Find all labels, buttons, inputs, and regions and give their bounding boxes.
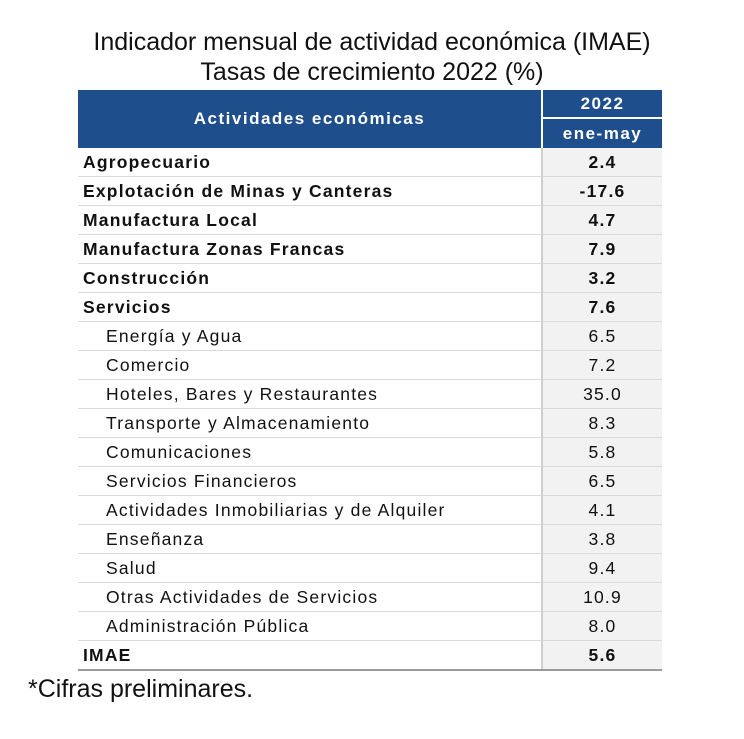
row-value: 8.0	[542, 612, 662, 641]
row-label: Actividades Inmobiliarias y de Alquiler	[78, 496, 542, 525]
header-year: 2022	[542, 90, 662, 118]
table-header	[78, 90, 662, 148]
row-label: Energía y Agua	[78, 322, 542, 351]
table-row	[78, 322, 662, 351]
table-row	[78, 467, 662, 496]
table-row	[78, 351, 662, 380]
row-value: 8.3	[542, 409, 662, 438]
row-label: Salud	[78, 554, 542, 583]
growth-table	[78, 90, 662, 671]
table-row	[78, 409, 662, 438]
row-value: 4.1	[542, 496, 662, 525]
row-value: 7.6	[542, 293, 662, 322]
growth-table-container	[78, 90, 662, 671]
table-row	[78, 612, 662, 641]
row-label: Construcción	[78, 264, 542, 293]
row-value: -17.6	[542, 177, 662, 206]
table-row	[78, 380, 662, 409]
row-value: 6.5	[542, 467, 662, 496]
row-value: 9.4	[542, 554, 662, 583]
row-value: 3.8	[542, 525, 662, 554]
table-row	[78, 438, 662, 467]
table-row-total	[78, 641, 662, 671]
row-value: 2.4	[542, 148, 662, 177]
table-row	[78, 177, 662, 206]
row-label: Explotación de Minas y Canteras	[78, 177, 542, 206]
row-value: 4.7	[542, 206, 662, 235]
row-value: 7.9	[542, 235, 662, 264]
row-label: Otras Actividades de Servicios	[78, 583, 542, 612]
row-label: Manufactura Zonas Francas	[78, 235, 542, 264]
page-subtitle: Tasas de crecimiento 2022 (%)	[200, 58, 544, 86]
header-activities: Actividades económicas	[78, 90, 542, 148]
table-row	[78, 235, 662, 264]
row-value: 6.5	[542, 322, 662, 351]
table-row	[78, 554, 662, 583]
header-period: ene-may	[542, 118, 662, 148]
table-row	[78, 583, 662, 612]
row-label: Transporte y Almacenamiento	[78, 409, 542, 438]
row-label: Manufactura Local	[78, 206, 542, 235]
row-value: 35.0	[542, 380, 662, 409]
table-row	[78, 496, 662, 525]
row-label: IMAE	[78, 641, 542, 671]
row-label: Administración Pública	[78, 612, 542, 641]
row-value: 5.6	[542, 641, 662, 671]
row-value: 10.9	[542, 583, 662, 612]
table-row	[78, 264, 662, 293]
row-value: 3.2	[542, 264, 662, 293]
table-row	[78, 525, 662, 554]
table-row	[78, 148, 662, 177]
row-label: Comercio	[78, 351, 542, 380]
row-value: 7.2	[542, 351, 662, 380]
footnote: *Cifras preliminares.	[28, 675, 254, 703]
row-label: Enseñanza	[78, 525, 542, 554]
row-label: Agropecuario	[78, 148, 542, 177]
row-label: Servicios Financieros	[78, 467, 542, 496]
row-label: Servicios	[78, 293, 542, 322]
page-title: Indicador mensual de actividad económica (IMAE)	[93, 28, 651, 56]
table-body	[78, 148, 662, 670]
row-value: 5.8	[542, 438, 662, 467]
table-row	[78, 206, 662, 235]
row-label: Comunicaciones	[78, 438, 542, 467]
table-row	[78, 293, 662, 322]
row-label: Hoteles, Bares y Restaurantes	[78, 380, 542, 409]
